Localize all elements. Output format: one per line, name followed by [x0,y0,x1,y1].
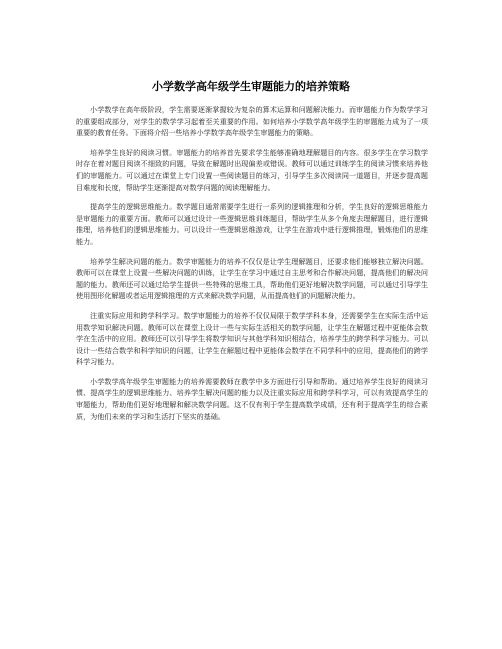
paragraph-problem-solving: 培养学生解决问题的能力。数学审题能力的培养不仅仅是让学生理解题目，还要求他们能够独立解决问题。教师可以在课堂上设置一些解决问题的训练，让学生在学习中通过自主思考和合作解决问题，提高他们的解决问题的能力。教师还可以通过给学生提供一些特殊的思维工具，帮助他们更好地解决数学问题，可以通过引导学生使用图形化解题或者运用逻辑推理的方式来解决数学问题，从而提高他们的问题解决能力。 [76,256,428,301]
paragraph-logical-thinking: 提高学生的逻辑思维能力。数学题目通常需要学生进行一系列的逻辑推理和分析，学生良好的逻辑思维能力是审题能力的重要方面。教师可以通过设计一些逻辑思维训练题目，帮助学生从多个角度去理解题目，进行逻辑推理，培养他们的逻辑思维能力。可以设计一些逻辑思维游戏，让学生在游戏中进行逻辑推理，锻炼他们的思维能力。 [76,202,428,246]
document-title: 小学数学高年级学生审题能力的培养策略 [152,80,350,93]
paragraph-reading-habits: 培养学生良好的阅读习惯。审题能力的培养首先要求学生能够准确地理解题目的内容。很多学生在学习数学时存在着对题目阅读不细致的问题，导致在解题时出现偏差或错误。教师可以通过训练学生的阅读习惯来培养他们的审题能力。可以通过在课堂上专门设置一些阅读题目的练习，引导学生多次阅读同一道题目，并逐步提高题目难度和长度，帮助学生逐渐提高对数学问题的阅读理解能力。 [76,147,428,192]
paragraph-cross-discipline: 注重实际应用和跨学科学习。数学审题能力的培养不仅仅局限于数学学科本身，还需要学生在实际生活中运用数学知识解决问题。教师可以在课堂上设计一些与实际生活相关的数学问题，让学生在解题过程中更能体会数学在生活中的应用。教师还可以引导学生将数学知识与其他学科知识相结合，培养学生的跨学科学习能力。可以设计一些结合数学和科学知识的问题，让学生在解题过程中更能体会数学在不同学科中的应用，提高他们的跨学科学习能力。 [76,310,428,367]
paragraph-conclusion: 小学数学高年级学生审题能力的培养需要教师在教学中多方面进行引导和帮助。通过培养学生良好的阅读习惯、提高学生的逻辑思维能力、培养学生解决问题的能力以及注重实际应用和跨学科学习，可以有效提高学生的审题能力，帮助他们更好地理解和解决数学问题。这不仅有利于学生提高数学成绩，还有利于提高学生的综合素质，为他们未来的学习和生活打下坚实的基础。 [76,376,428,421]
paragraph-intro: 小学数学在高年级阶段，学生需要逐渐掌握较为复杂的算术运算和问题解决能力。而审题能力作为数学学习的重要组成部分，对学生的数学学习起着至关重要的作用。如何培养小学数学高年级学生的审题能力成为了一项重要的教育任务。下面将介绍一些培养小学数学高年级学生审题能力的策略。 [76,105,428,138]
document-body [76,104,428,430]
